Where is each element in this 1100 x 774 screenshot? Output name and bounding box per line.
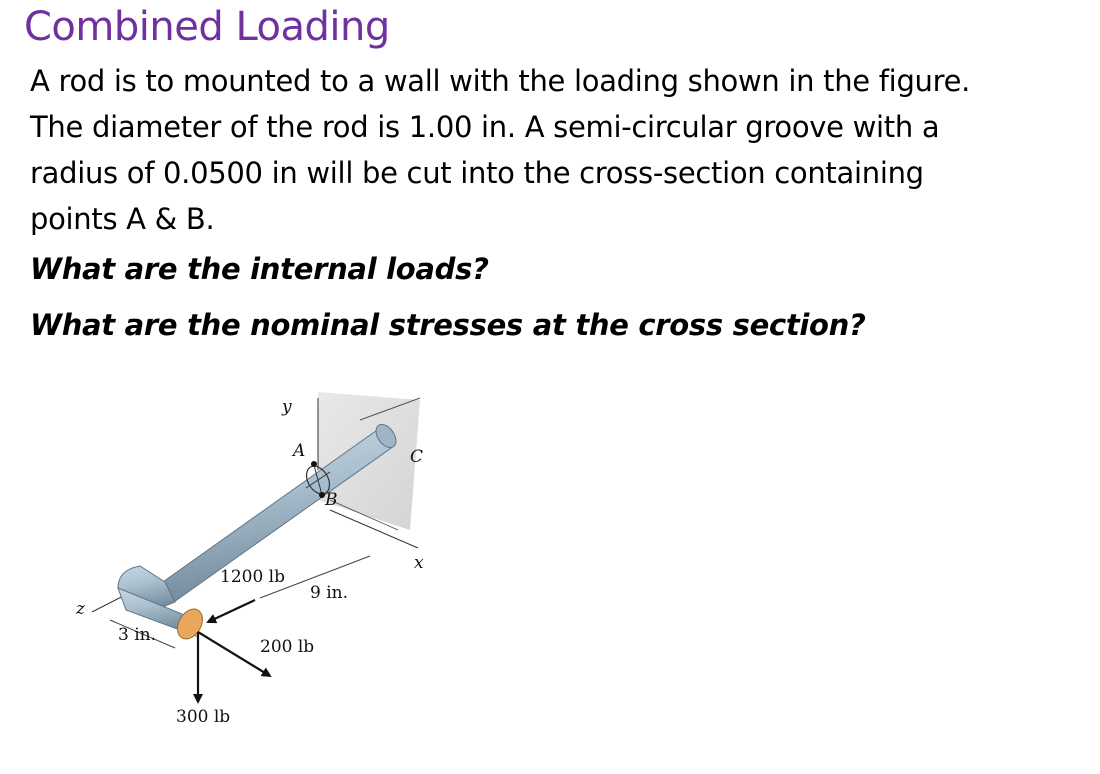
problem-line: points A & B. bbox=[30, 202, 215, 236]
dim-9-label: 9 in. bbox=[310, 583, 349, 603]
point-a-marker bbox=[311, 461, 317, 467]
point-b-label: B bbox=[325, 490, 338, 510]
problem-line: A rod is to mounted to a wall with the loading shown in the figure. bbox=[30, 64, 971, 98]
problem-line: radius of 0.0500 in will be cut into the cross-section containing bbox=[30, 156, 924, 190]
force-300-label: 300 lb bbox=[176, 707, 231, 727]
axis-z-label: z bbox=[76, 599, 85, 619]
point-a-label: A bbox=[293, 441, 306, 461]
force-200-label: 200 lb bbox=[260, 637, 315, 657]
point-c-label: C bbox=[410, 447, 424, 467]
rod-free-end bbox=[172, 605, 207, 644]
rod-figure bbox=[0, 380, 460, 740]
problem-line: The diameter of the rod is 1.00 in. A semi-circular groove with a bbox=[30, 110, 940, 144]
force-1200-label: 1200 lb bbox=[220, 567, 285, 587]
slide-title: Combined Loading bbox=[24, 4, 390, 50]
question-nominal-stresses: What are the nominal stresses at the cross section? bbox=[30, 308, 866, 342]
axis-x-label: x bbox=[414, 553, 424, 573]
force-1200-arrow bbox=[208, 600, 255, 622]
problem-statement bbox=[30, 58, 1090, 242]
question-internal-loads: What are the internal loads? bbox=[30, 252, 489, 286]
dim-3-label: 3 in. bbox=[118, 625, 157, 645]
axis-y-label: y bbox=[282, 397, 292, 417]
